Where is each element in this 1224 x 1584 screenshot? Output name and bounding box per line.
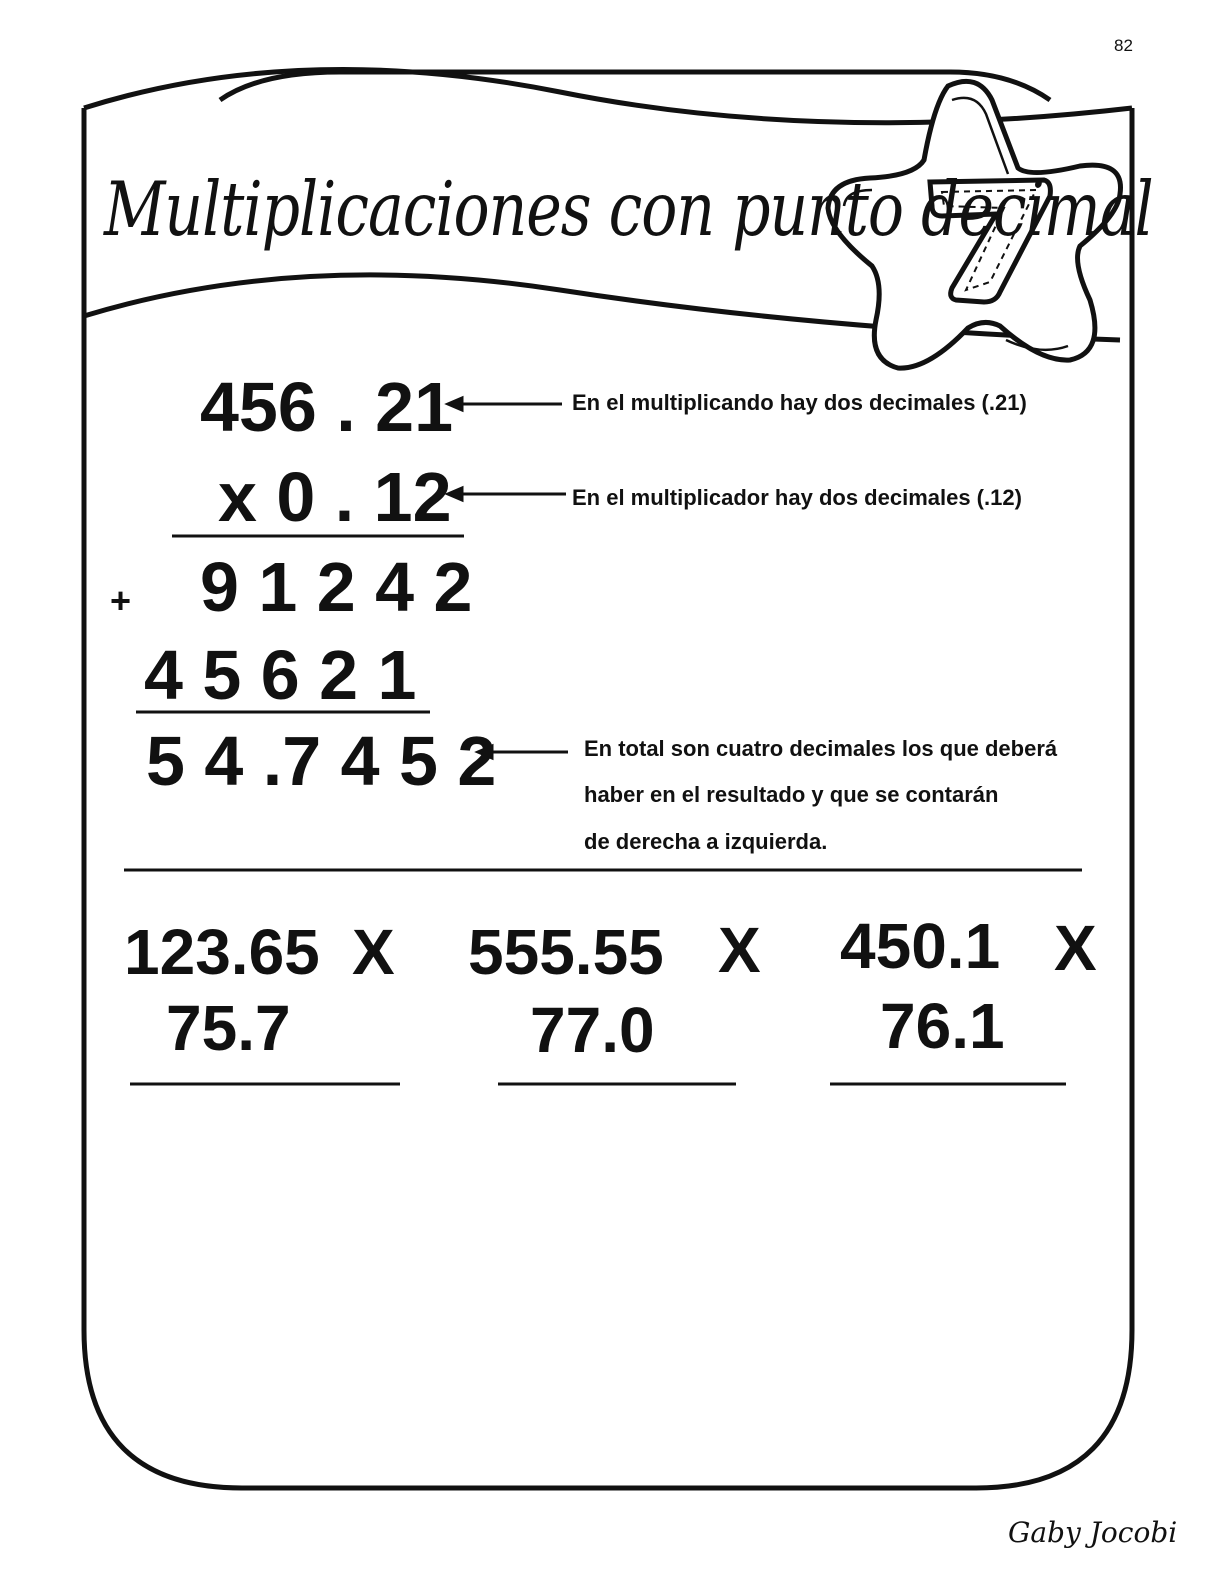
exercise-2-operator: X <box>718 914 761 986</box>
card-top <box>220 72 1050 100</box>
multiplicand: 456 . 21 <box>200 368 453 446</box>
note-multiplicand: En el multiplicando hay dos decimales (.21) <box>572 390 1027 415</box>
exercise-3-top: 450.1 <box>840 910 1001 982</box>
exercise-1-top: 123.65 <box>124 916 320 988</box>
note-result-line-2: haber en el resultado y que se contarán <box>584 782 999 807</box>
author-signature: Gaby Jocobi <box>1008 1516 1178 1549</box>
arrow-multiplier <box>448 488 566 500</box>
exercise-1-bottom: 75.7 <box>166 992 291 1064</box>
exercise-2-bottom: 77.0 <box>530 994 655 1066</box>
partial-product-1: 9 1 2 4 2 <box>200 548 473 626</box>
note-result-line-1: En total son cuatro decimales los que deberá <box>584 736 1058 761</box>
note-result-line-3: de derecha a izquierda. <box>584 829 828 854</box>
note-multiplier: En el multiplicador hay dos decimales (.12) <box>572 485 1022 510</box>
product-result: 5 4 .7 4 5 2 <box>146 722 497 800</box>
page-number: 82 <box>1114 36 1133 55</box>
exercise-2-top: 555.55 <box>468 916 664 988</box>
partial-product-2: 4 5 6 2 1 <box>144 636 417 714</box>
arrow-multiplicand <box>448 398 562 410</box>
plus-sign: + <box>110 580 132 621</box>
multiplier: x 0 . 12 <box>218 458 452 536</box>
exercise-3-operator: X <box>1054 912 1097 984</box>
page-title: Multiplicaciones con punto decimal <box>104 166 1153 254</box>
exercise-3-bottom: 76.1 <box>880 990 1005 1062</box>
exercise-1-operator: X <box>352 916 395 988</box>
